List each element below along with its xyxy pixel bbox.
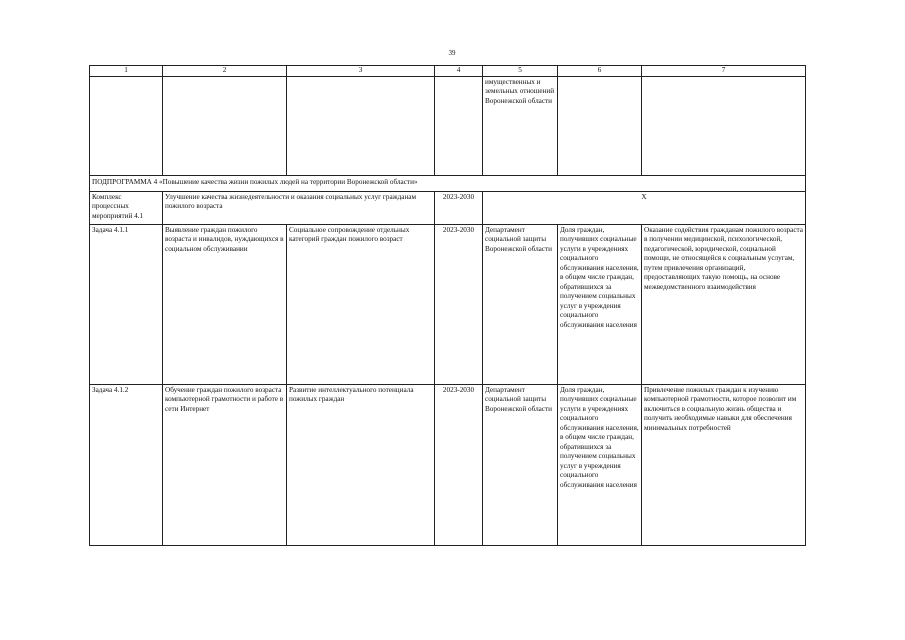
header-col-4: 4	[435, 66, 483, 77]
header-col-1: 1	[90, 66, 163, 77]
cont-cell-3	[287, 76, 435, 175]
complex-name: Комплекс процессных мероприятий 4.1	[90, 191, 163, 224]
task-name: Задача 4.1.1	[90, 224, 163, 384]
cont-cell-4	[435, 76, 483, 175]
cont-cell-1	[90, 76, 163, 175]
header-row	[90, 66, 806, 77]
header-col-3: 3	[287, 66, 435, 77]
subprogram-row	[90, 175, 806, 191]
task-result: Развитие интеллектуального потенциала пожилых граждан	[287, 384, 435, 545]
cont-cell-7	[642, 76, 806, 175]
header-col-7: 7	[642, 66, 806, 77]
complex-mark: X	[483, 191, 806, 224]
subprogram-title: ПОДПРОГРАММА 4 «Повышение качества жизни пожилых людей на территории Воронежской области»	[90, 175, 806, 191]
complex-goal: Улучшение качества жизнедеятельности и оказания социальных услуг гражданам пожилого возраста	[163, 191, 435, 224]
task-responsible: Департамент социальной защиты Воронежской области	[483, 224, 558, 384]
program-table	[89, 65, 806, 546]
task-name: Задача 4.1.2	[90, 384, 163, 545]
task-period: 2023-2030	[435, 224, 483, 384]
complex-period: 2023-2030	[435, 191, 483, 224]
cont-cell-6	[558, 76, 642, 175]
task-responsible: Департамент социальной защиты Воронежской области	[483, 384, 558, 545]
task-indicator: Доля граждан, получивших социальные услуги в учреждениях социального обслуживания населения, в общем числе граждан, обратившихся за получением социальных услуг в учреждения социального обслуживания населения	[558, 224, 642, 384]
header-col-2: 2	[163, 66, 287, 77]
cont-responsible: имущественных и земельных отношений Воронежской области	[483, 76, 558, 175]
task-result: Социальное сопровождение отдельных категорий граждан пожилого возраст	[287, 224, 435, 384]
complex-row	[90, 191, 806, 224]
page-number: 39	[448, 49, 456, 57]
table-row	[90, 384, 806, 545]
header-col-5: 5	[483, 66, 558, 77]
cont-cell-2	[163, 76, 287, 175]
table-row	[90, 224, 806, 384]
task-description: Обучение граждан пожилого возраста компьютерной грамотности и работе в сети Интернет	[163, 384, 287, 545]
task-measures: Привлечение пожилых граждан к изучению компьютерной грамотности, которое позволит им включиться в социальную жизнь общества и получить необходимые навыки для обеспечения минимальных потребностей	[642, 384, 806, 545]
task-description: Выявление граждан пожилого возраста и инвалидов, нуждающихся в социальном обслуживании	[163, 224, 287, 384]
task-period: 2023-2030	[435, 384, 483, 545]
task-indicator: Доля граждан, получивших социальные услуги в учреждениях социального обслуживания населения, в общем числе граждан, обратившихся за получением социальных услуг в учреждения социального обслуживания населения	[558, 384, 642, 545]
continuation-row	[90, 76, 806, 175]
task-measures: Оказание содействия гражданам пожилого возраста в получении медицинской, психологической, педагогической, юридической, социальной помощи, не относящейся к социальным услугам, путем привлечения организаций, предоставляющих такую помощь, на основе межведомственного взаимодействия	[642, 224, 806, 384]
header-col-6: 6	[558, 66, 642, 77]
